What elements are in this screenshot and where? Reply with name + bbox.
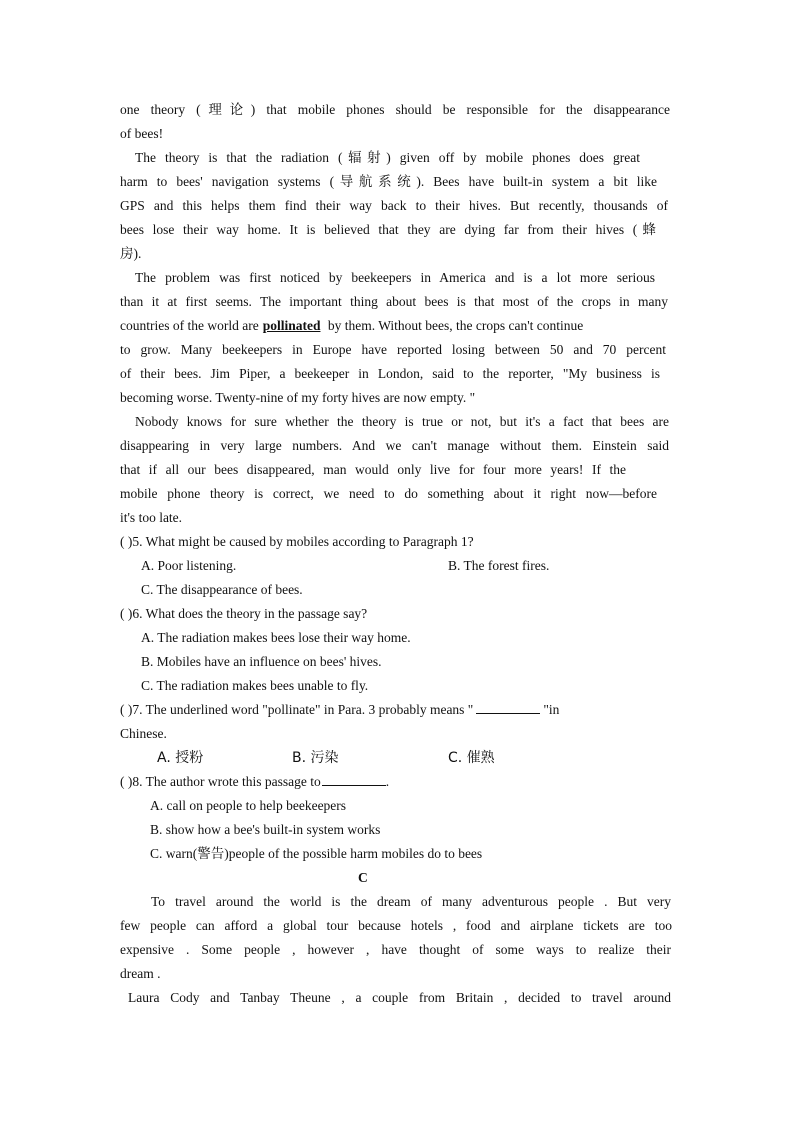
p3-line-3-start: countries of the world are [120,318,259,333]
passage-c-p1-line-2: few people can afford a global tour because hotels , food and airplane tickets are too [120,918,672,933]
question-7-answer-blank[interactable] [476,701,540,714]
question-5-option-b: B. The forest fires. [448,558,550,573]
passage-b-p2-line-4: bees lose their way home. It is believed that they are dying far from their hives (蜂 [120,222,656,237]
question-7-stem [120,698,680,722]
passage-b-p4-line-4: mobile phone theory is correct, we need to do something about it right now—before [120,486,657,501]
passage-b-p3-line-6: becoming worse. Twenty-nine of my forty hives are now empty. " [120,390,476,405]
underlined-word-pollinated: pollinated [262,318,321,333]
passage-b-p3-line-4: to grow. Many beekeepers in Europe have reported losing between 50 and 70 percent [120,342,666,357]
passage-b-p2-line-5: 房). [120,246,142,261]
passage-c-p1-line-3: expensive . Some people , however , have thought of some ways to realize their [120,942,671,957]
passage-c-p1-line-4: dream . [120,966,161,981]
passage-b-p4-line-2: disappearing in very large numbers. And we can't manage without them. Einstein said [120,438,669,453]
question-5-option-c: C. The disappearance of bees. [141,582,303,597]
question-5-stem: ( )5. What might be caused by mobiles according to Paragraph 1? [120,534,474,549]
passage-b-p4-line-3: that if all our bees disappeared, man would only live for four more years! If the [120,462,626,477]
question-7-stem-end: "in [543,702,560,717]
question-7-option-b: B. 污染 [292,750,339,766]
question-8-stem-end: . [385,774,390,789]
passage-b-p1-line-2: of bees! [120,126,164,141]
question-7-option-a: A. 授粉 [157,750,204,766]
question-6-option-c: C. The radiation makes bees unable to fly. [141,678,369,693]
passage-b-p3-line-5: of their bees. Jim Piper, a beekeeper in London, said to the reporter, "My business is [120,366,660,381]
passage-b-p4-line-5: it's too late. [120,510,183,525]
passage-b-p3-line-1: The problem was first noticed by beekeepers in America and is a lot more serious [135,270,655,285]
question-6-option-a: A. The radiation makes bees lose their way home. [141,630,411,645]
passage-b-p2-line-3: GPS and this helps them find their way back to their hives. But recently, thousands of [120,198,668,213]
question-8-option-b: B. show how a bee's built-in system works [150,822,381,837]
passage-b-p3-line-2: than it at first seems. The important thing about bees is that most of the crops in many [120,294,668,309]
passage-b-p1-line-1: one theory (理论) that mobile phones should be responsible for the disappearance [120,102,670,117]
p3-line-3-end: by them. Without bees, the crops can't continue [327,318,584,333]
passage-c-p1-line-1: To travel around the world is the dream of many adventurous people . But very [151,894,671,909]
question-8-option-a: A. call on people to help beekeepers [150,798,347,813]
passage-c-heading: C [358,870,368,885]
question-7-stem-start: ( )7. The underlined word "pollinate" in Para. 3 probably means " [120,702,474,717]
question-7-option-c: C. 催熟 [448,750,495,766]
question-6-option-b: B. Mobiles have an influence on bees' hives. [141,654,382,669]
passage-b-p2-line-2: harm to bees' navigation systems (导航系统). Bees have built-in system a bit like [120,174,657,189]
question-7-stem-line-2: Chinese. [120,726,167,741]
passage-b-p2-line-1: The theory is that the radiation (辐射) given off by mobile phones does great [135,150,640,165]
question-8-stem-text: ( )8. The author wrote this passage to [120,774,321,789]
question-8-stem [120,770,670,794]
passage-b-p3-line-3 [120,314,660,338]
question-6-stem: ( )6. What does the theory in the passage say? [120,606,368,621]
question-5-option-a: A. Poor listening. [141,558,237,573]
question-8-answer-blank[interactable] [322,773,386,786]
question-8-option-c: C. warn(警告)people of the possible harm mobiles do to bees [150,846,483,861]
passage-b-p4-line-1: Nobody knows for sure whether the theory is true or not, but it's a fact that bees are [135,414,669,429]
passage-c-p2-line-1: Laura Cody and Tanbay Theune , a couple from Britain , decided to travel around [128,990,671,1005]
